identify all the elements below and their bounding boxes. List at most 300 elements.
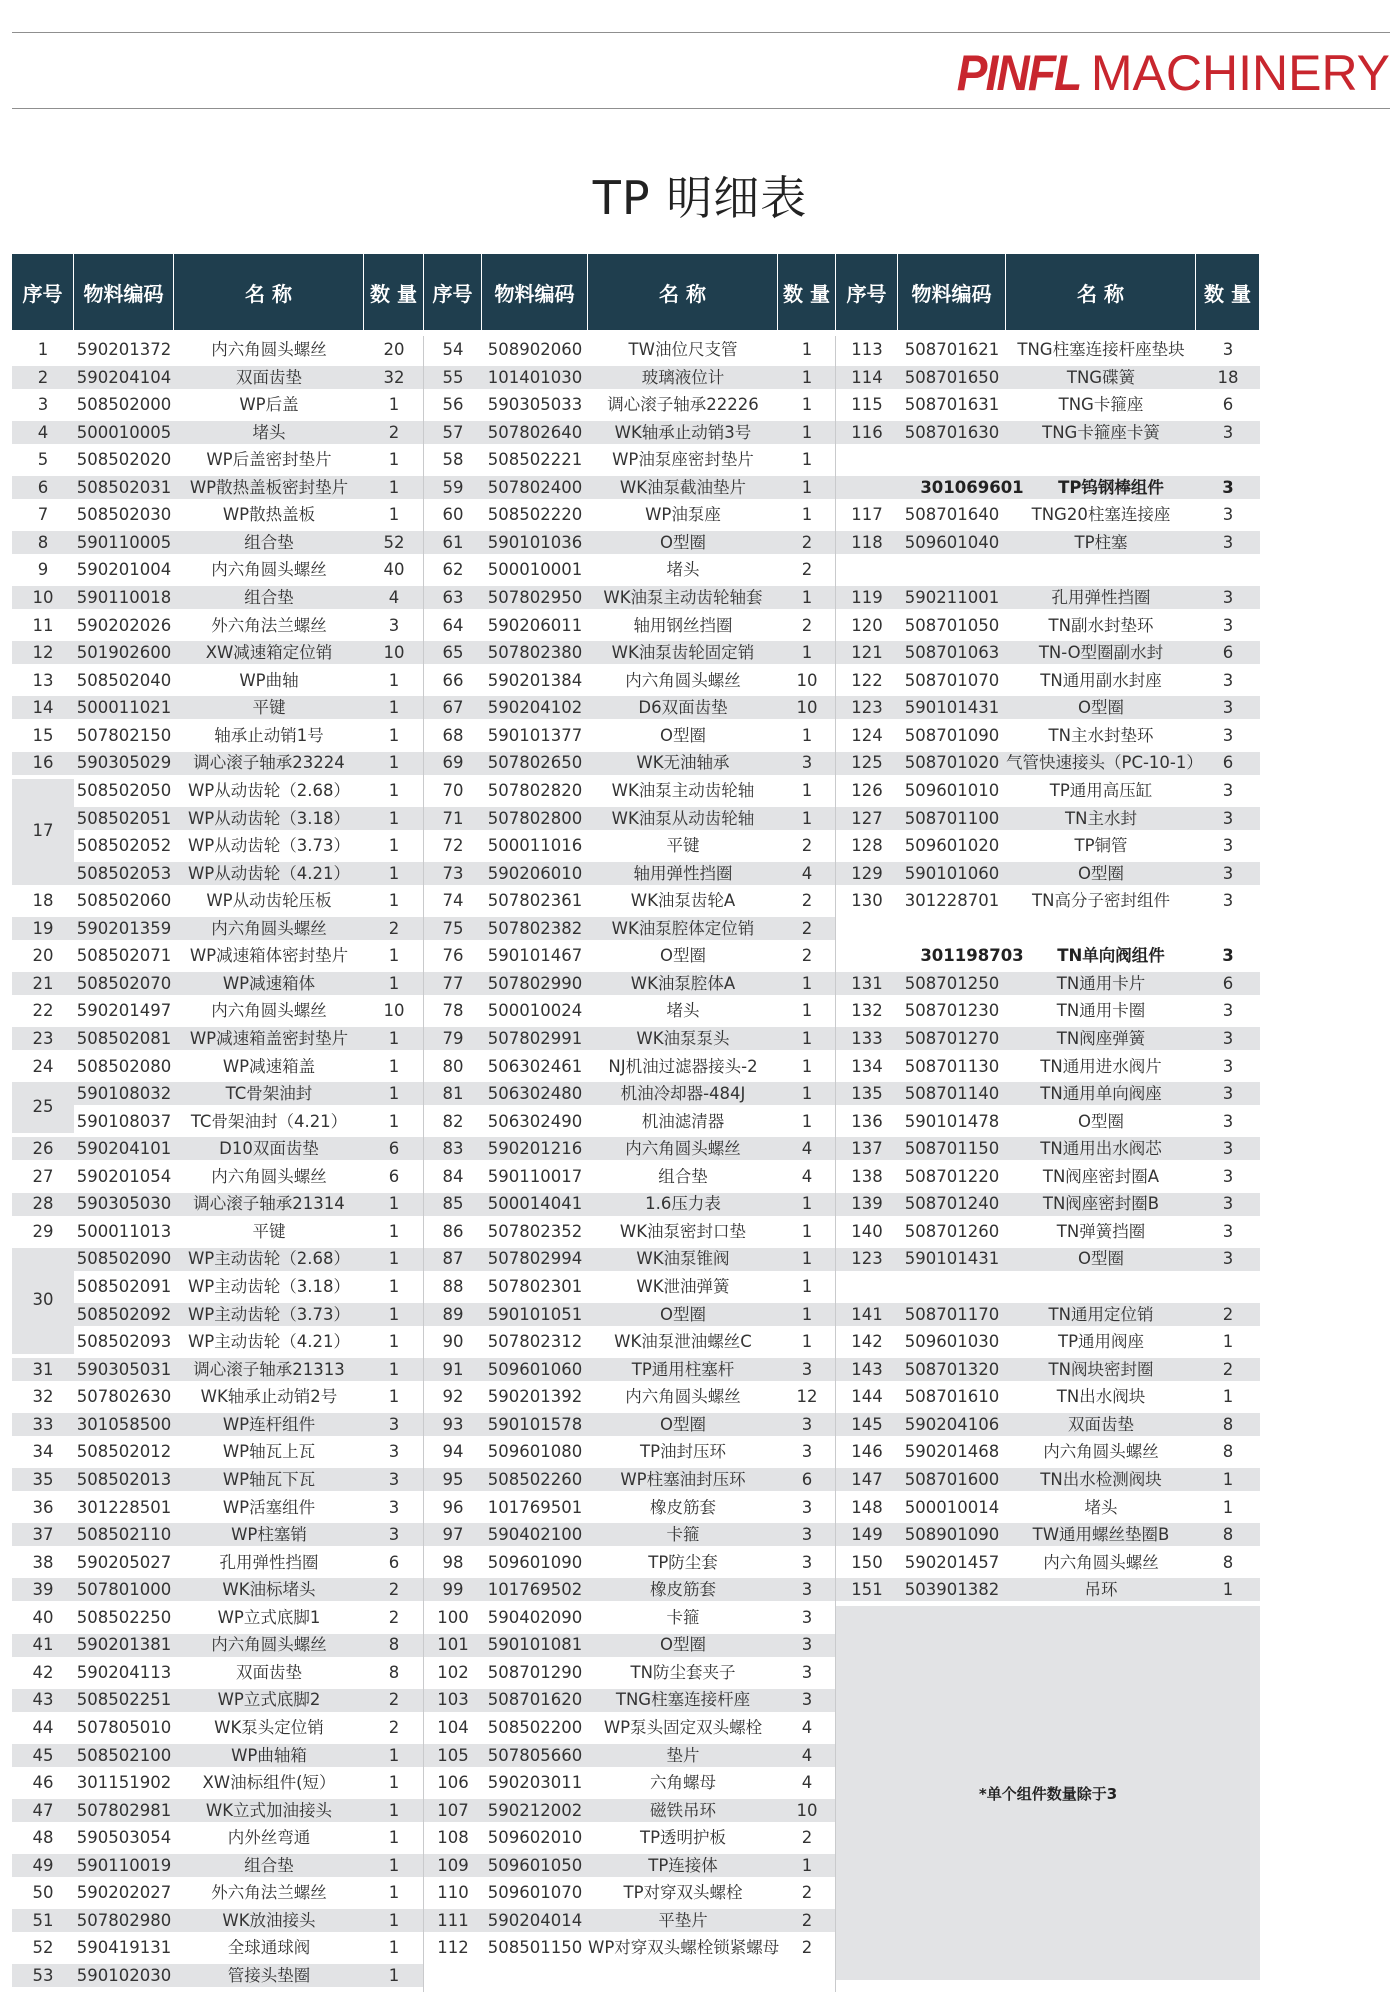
table-cell: 双面齿垫 — [236, 1662, 302, 1682]
table-cell: WK油泵泄油螺丝C — [614, 1332, 752, 1352]
table-cell: 调心滚子轴承22226 — [607, 395, 759, 415]
table-cell: 500011013 — [76, 1221, 172, 1241]
brand-logo — [946, 45, 1390, 101]
table-cell: 506302480 — [487, 1084, 583, 1104]
table-cell: WK无油轴承 — [636, 753, 730, 773]
table-cell: 孔用弹性挡圈 — [219, 1552, 319, 1572]
table-cell: WK油泵密封口垫 — [619, 1221, 747, 1241]
table-cell: TN弹簧挡圈 — [1056, 1221, 1146, 1241]
table-cell: 22 — [32, 1001, 54, 1021]
table-cell: 6 — [1222, 973, 1234, 993]
table-cell: 113 — [851, 340, 883, 359]
table-cell: 1 — [388, 1387, 400, 1407]
table-cell: 41 — [32, 1635, 54, 1655]
table-cell: 508502000 — [76, 395, 172, 415]
table-cell: 508701600 — [904, 1469, 1000, 1489]
table-cell: XW减速箱定位销 — [205, 643, 333, 663]
table-cell: 2 — [388, 422, 400, 442]
table-cell — [898, 446, 1006, 474]
table-cell: 组合垫 — [244, 588, 294, 608]
table-cell: 508502220 — [487, 505, 583, 525]
table-cell: 66 — [442, 670, 464, 690]
table-cell: 508502020 — [76, 450, 172, 470]
table-cell: 131 — [851, 973, 883, 993]
table-header-cell: 数 量 — [778, 254, 836, 330]
table-cell: 500014041 — [487, 1194, 583, 1214]
table-cell: 500011016 — [487, 836, 583, 856]
table-cell — [588, 1962, 778, 1990]
table-cell: 1 — [388, 725, 400, 745]
table-cell: 垫片 — [666, 1745, 700, 1765]
table-cell: 8 — [37, 532, 49, 552]
table-cell: 9 — [37, 560, 49, 580]
table-cell: 3 — [801, 1580, 813, 1600]
table-cell: 3 — [1222, 698, 1234, 718]
table-cell: 1 — [1222, 1497, 1234, 1517]
table-cell: 内六角圆头螺丝 — [1043, 1552, 1159, 1572]
table-cell: 3 — [1222, 1001, 1234, 1021]
table-cell: WP从动齿轮（4.21） — [187, 863, 350, 883]
table-cell: 62 — [442, 560, 464, 580]
table-cell: 80 — [442, 1056, 464, 1076]
table-cell: 3 — [1222, 532, 1234, 552]
table-cell: 2 — [37, 367, 49, 387]
table-cell: 73 — [442, 863, 464, 883]
table-cell: 37 — [32, 1525, 54, 1545]
table-cell: 橡皮筋套 — [650, 1580, 716, 1600]
table-cell: TN通用进水阀片 — [1040, 1056, 1162, 1076]
table-cell: 508701290 — [487, 1662, 583, 1682]
table-cell: 507802820 — [487, 780, 583, 800]
table-cell: 590201054 — [76, 1166, 172, 1186]
table-cell: 60 — [442, 505, 464, 525]
table-cell: 3 — [801, 753, 813, 773]
table-cell: 3 — [1222, 780, 1234, 800]
table-header-cell: 序号 — [12, 254, 74, 330]
table-cell: 508701260 — [904, 1221, 1000, 1241]
table-cell: 508502080 — [76, 1056, 172, 1076]
table-header-cell: 名 称 — [1006, 254, 1196, 330]
table-cell: 3 — [1222, 863, 1234, 883]
table-cell: 507802981 — [76, 1800, 172, 1820]
table-cell: 2 — [801, 891, 813, 911]
table-cell: WK放油接头 — [222, 1910, 316, 1930]
table-cell: WP主动齿轮（4.21） — [187, 1332, 350, 1352]
table-cell: 1 — [1222, 1469, 1234, 1489]
table-cell: 13 — [32, 670, 54, 690]
table-cell: 508502060 — [76, 891, 172, 911]
table-cell: 590201497 — [76, 1001, 172, 1021]
table-cell: 8 — [388, 1635, 400, 1655]
table-cell: 590202026 — [76, 615, 172, 635]
table-cell: TN通用卡圈 — [1056, 1001, 1146, 1021]
table-cell: 508701270 — [904, 1029, 1000, 1048]
table-cell: 590204113 — [76, 1662, 172, 1682]
table-cell: WP后盖密封垫片 — [206, 450, 332, 470]
table-cell: 590402090 — [487, 1607, 583, 1627]
table-cell: 1 — [801, 505, 813, 525]
table-cell: 卡箍 — [666, 1607, 700, 1627]
table-cell: 508502053 — [76, 863, 172, 883]
table-cell: 磁铁吊环 — [650, 1800, 716, 1820]
table-cell: 3 — [1222, 725, 1234, 745]
block-separator — [835, 336, 836, 1992]
table-cell: 507802950 — [487, 588, 583, 608]
table-cell: 1 — [388, 753, 400, 773]
table-cell: 3 — [37, 395, 49, 415]
table-cell: 127 — [851, 808, 883, 828]
table-cell: 508502260 — [487, 1469, 583, 1489]
table-cell — [1006, 915, 1196, 943]
table-cell: 508502250 — [76, 1607, 172, 1627]
table-cell: 1 — [801, 725, 813, 745]
table-cell: 1 — [801, 477, 813, 497]
table-cell: 管接头垫圈 — [227, 1966, 311, 1986]
table-cell: WK油标堵头 — [222, 1580, 316, 1600]
table-cell: 507805010 — [76, 1718, 172, 1737]
table-cell: 590305033 — [487, 395, 583, 415]
table-cell: WK油泵腔体A — [630, 973, 736, 993]
table-cell: 590202027 — [76, 1883, 172, 1903]
table-cell: 590204104 — [76, 367, 172, 387]
table-header-cell: 数 量 — [364, 254, 424, 330]
table-cell: 508502013 — [76, 1469, 172, 1489]
table-cell: WK轴承止动销2号 — [200, 1387, 338, 1407]
table-cell: 19 — [32, 918, 54, 938]
table-cell: 507805660 — [487, 1745, 583, 1765]
table-cell: 5 — [37, 450, 49, 470]
table-cell: WP减速箱体 — [222, 973, 316, 993]
table-cell: 平垫片 — [658, 1910, 708, 1930]
table-cell: 590201004 — [76, 560, 172, 580]
table-cell: O型圈 — [660, 1414, 706, 1434]
table-cell: 104 — [437, 1718, 469, 1737]
table-cell: 146 — [851, 1442, 883, 1462]
table-cell: 507802980 — [76, 1910, 172, 1930]
table-cell: TNG20柱塞连接座 — [1031, 505, 1171, 525]
table-cell: O型圈 — [660, 946, 706, 966]
table-cell: 20 — [383, 340, 405, 359]
table-cell: 301151902 — [76, 1773, 172, 1793]
table-cell: 内六角圆头螺丝 — [211, 918, 327, 938]
table-cell: 6 — [388, 1139, 400, 1159]
table-cell: 1 — [388, 1084, 400, 1104]
table-cell: WP油泵座密封垫片 — [612, 450, 754, 470]
table-cell: 98 — [442, 1552, 464, 1572]
table-cell: 双面齿垫 — [1068, 1414, 1134, 1434]
table-cell: 132 — [851, 1001, 883, 1021]
table-cell: 64 — [442, 615, 464, 635]
table-cell: TN阀座密封圈A — [1042, 1166, 1160, 1186]
table-cell: 85 — [442, 1194, 464, 1214]
table-cell: 6 — [1222, 753, 1234, 773]
table-cell: 590201392 — [487, 1387, 583, 1407]
table-cell: WK油泵齿轮固定销 — [611, 643, 755, 663]
table-cell: TP油封压环 — [639, 1442, 727, 1462]
table-cell: 调心滚子轴承21313 — [193, 1359, 345, 1379]
table-cell: 3 — [1222, 1056, 1234, 1076]
table-cell: 501902600 — [76, 643, 172, 663]
table-cell — [836, 942, 898, 970]
table-cell: 1 — [801, 1855, 813, 1875]
table-cell: O型圈 — [660, 532, 706, 552]
table-cell: TN出水阀块 — [1056, 1387, 1146, 1407]
table-cell: 590101036 — [487, 532, 583, 552]
table-cell: 590110019 — [76, 1855, 172, 1875]
table-cell: 内外丝弯通 — [227, 1828, 311, 1848]
table-cell: 双面齿垫 — [236, 367, 302, 387]
table-cell: 507802990 — [487, 973, 583, 993]
table-header-cell: 数 量 — [1196, 254, 1260, 330]
table-cell: 1 — [801, 1277, 813, 1297]
table-cell: TP柱塞 — [1074, 532, 1128, 552]
table-cell: 3 — [1222, 808, 1234, 828]
table-cell: 148 — [851, 1497, 883, 1517]
table-cell: 1 — [388, 505, 400, 525]
table-cell: 3 — [1222, 946, 1234, 966]
table-cell: 121 — [851, 643, 883, 663]
table-cell: 外六角法兰螺丝 — [211, 615, 327, 635]
table-cell: 507802301 — [487, 1277, 583, 1297]
table-cell: 1 — [388, 1359, 400, 1379]
table-cell: 3 — [1222, 1249, 1234, 1269]
table-cell — [482, 1962, 588, 1990]
table-cell: 590101478 — [904, 1111, 1000, 1131]
table-cell: WP对穿双头螺栓锁紧螺母 — [588, 1938, 780, 1958]
table-cell: 52 — [32, 1938, 54, 1958]
table-cell: 堵头 — [252, 422, 286, 442]
table-cell: 508502071 — [76, 946, 172, 966]
table-cell: 79 — [442, 1029, 464, 1048]
table-cell: 69 — [442, 753, 464, 773]
table-cell: 3 — [388, 1525, 400, 1545]
table-cell: 133 — [851, 1029, 883, 1048]
table-cell: 500010024 — [487, 1001, 583, 1021]
table-cell: 44 — [32, 1718, 54, 1737]
table-cell: 147 — [851, 1469, 883, 1489]
table-cell: 97 — [442, 1525, 464, 1545]
table-cell: 507802382 — [487, 918, 583, 938]
table-cell: WP减速箱盖密封垫片 — [189, 1029, 349, 1048]
table-cell: 507802352 — [487, 1221, 583, 1241]
merged-seq-number: 25 — [32, 1096, 54, 1116]
table-cell: 90 — [442, 1332, 464, 1352]
table-cell: 88 — [442, 1277, 464, 1297]
table-cell: 508701130 — [904, 1056, 1000, 1076]
table-cell: 1 — [388, 836, 400, 856]
table-cell: WP主动齿轮（2.68） — [187, 1249, 350, 1269]
table-cell: 105 — [437, 1745, 469, 1765]
table-cell: 2 — [388, 918, 400, 938]
table-cell: 4 — [801, 1139, 813, 1159]
table-cell: 508701621 — [904, 340, 1000, 359]
table-cell: 130 — [851, 891, 883, 911]
table-cell: 1 — [388, 1883, 400, 1903]
table-cell: 590205027 — [76, 1552, 172, 1572]
table-cell: 590503054 — [76, 1828, 172, 1848]
table-cell: 机油冷却器-484J — [620, 1084, 746, 1104]
table-cell: 2 — [801, 918, 813, 938]
table-cell: 54 — [442, 340, 464, 359]
table-cell: 3 — [801, 1552, 813, 1572]
table-cell: TN通用卡片 — [1056, 973, 1146, 993]
table-cell: 内六角圆头螺丝 — [625, 1387, 741, 1407]
table-cell: 外六角法兰螺丝 — [211, 1883, 327, 1903]
table-cell: 32 — [383, 367, 405, 387]
table-cell: 53 — [32, 1966, 54, 1986]
table-cell: 500011021 — [76, 698, 172, 718]
table-cell: 1 — [388, 1029, 400, 1048]
table-cell: 6 — [37, 477, 49, 497]
table-cell: 1 — [388, 1966, 400, 1986]
table-cell: 508701140 — [904, 1084, 1000, 1104]
table-cell: 1 — [388, 1910, 400, 1930]
table-cell: 590101060 — [904, 863, 1000, 883]
table-cell: 孔用弹性挡圈 — [1051, 588, 1151, 608]
table-cell: 503901382 — [904, 1580, 1000, 1600]
table-cell: 508502090 — [76, 1249, 172, 1269]
table-cell: 56 — [442, 395, 464, 415]
table-cell: 4 — [801, 863, 813, 883]
table-cell: WP泵头固定双头螺栓 — [603, 1718, 763, 1737]
table-cell: 3 — [1222, 588, 1234, 608]
table-cell: TNG卡箍座卡簧 — [1042, 422, 1160, 442]
table-cell: 2 — [801, 946, 813, 966]
table-cell: 4 — [801, 1166, 813, 1186]
table-cell — [836, 474, 898, 502]
table-cell: 1 — [388, 891, 400, 911]
table-cell: 3 — [388, 615, 400, 635]
table-cell: 3 — [388, 1469, 400, 1489]
table-cell: 507802800 — [487, 808, 583, 828]
table-cell: 509601070 — [487, 1883, 583, 1903]
table-cell: 590101467 — [487, 946, 583, 966]
table-cell: 48 — [32, 1828, 54, 1848]
table-cell: 3 — [801, 1662, 813, 1682]
table-cell: 590212002 — [487, 1800, 583, 1820]
table-cell: 3 — [1222, 340, 1234, 359]
table-cell: 3 — [801, 1525, 813, 1545]
table-cell: 101769502 — [487, 1580, 583, 1600]
parts-table — [12, 254, 1390, 2000]
table-cell: 590110018 — [76, 588, 172, 608]
table-cell: WK油泵主动齿轮轴套 — [603, 588, 763, 608]
table-cell: 1 — [801, 1194, 813, 1214]
table-cell: 8 — [388, 1662, 400, 1682]
table-cell: 1 — [388, 1304, 400, 1324]
table-cell: 40 — [32, 1607, 54, 1627]
table-cell: 117 — [851, 505, 883, 525]
merged-seq-number: 17 — [32, 821, 54, 841]
table-cell: 82 — [442, 1111, 464, 1131]
table-cell: 139 — [851, 1194, 883, 1214]
brand-logo-mark: PINFL — [957, 45, 1081, 101]
table-header-cell: 名 称 — [588, 254, 778, 330]
table-cell: WP曲轴 — [239, 670, 299, 690]
table-cell: 508502093 — [76, 1332, 172, 1352]
table-cell: 84 — [442, 1166, 464, 1186]
table-cell: 3 — [1222, 836, 1234, 856]
table-cell: 20 — [32, 946, 54, 966]
table-cell: 2 — [801, 1910, 813, 1930]
table-cell: 102 — [437, 1662, 469, 1682]
table-cell: 2 — [801, 1938, 813, 1958]
table-cell — [1196, 915, 1260, 943]
table-cell: 99 — [442, 1580, 464, 1600]
table-cell: 129 — [851, 863, 883, 883]
table-cell: 91 — [442, 1359, 464, 1379]
table-cell: 126 — [851, 780, 883, 800]
table-cell: 109 — [437, 1855, 469, 1875]
table-cell: 63 — [442, 588, 464, 608]
table-cell: WP轴瓦下瓦 — [222, 1469, 316, 1489]
table-cell: 10 — [383, 1001, 405, 1021]
table-cell: 116 — [851, 422, 883, 442]
table-cell: 内六角圆头螺丝 — [211, 1635, 327, 1655]
table-cell: TW油位尺支管 — [628, 340, 738, 359]
table-cell: 52 — [383, 532, 405, 552]
table-cell: 2 — [801, 1828, 813, 1848]
table-cell: 3 — [1222, 1166, 1234, 1186]
table-cell: WK油泵齿轮A — [630, 891, 736, 911]
table-cell: O型圈 — [660, 1635, 706, 1655]
table-cell: 508502251 — [76, 1690, 172, 1710]
table-cell: 3 — [801, 1690, 813, 1710]
table-cell: 509601020 — [904, 836, 1000, 856]
table-cell: 1 — [1222, 1332, 1234, 1352]
table-cell: 508502100 — [76, 1745, 172, 1765]
table-cell: 1 — [801, 1332, 813, 1352]
table-cell: 55 — [442, 367, 464, 387]
table-cell — [424, 1962, 482, 1990]
table-cell: 2 — [388, 1690, 400, 1710]
table-cell: 75 — [442, 918, 464, 938]
table-cell: WK油泵腔体定位销 — [611, 918, 755, 938]
table-cell: 8 — [1222, 1552, 1234, 1572]
table-cell: 590201468 — [904, 1442, 1000, 1462]
table-cell: 108 — [437, 1828, 469, 1848]
table-cell: 590201381 — [76, 1635, 172, 1655]
table-cell: 508502012 — [76, 1442, 172, 1462]
table-cell: WP连杆组件 — [222, 1414, 316, 1434]
table-cell: WP主动齿轮（3.18） — [187, 1277, 350, 1297]
table-cell: 1 — [801, 340, 813, 359]
table-cell: WP减速箱体密封垫片 — [189, 946, 349, 966]
table-cell: 301228501 — [76, 1497, 172, 1517]
table-cell — [1196, 556, 1260, 584]
table-cell: 调心滚子轴承21314 — [193, 1194, 345, 1214]
table-cell: 1 — [388, 477, 400, 497]
table-cell: 3 — [1222, 615, 1234, 635]
block-separator — [423, 336, 424, 1992]
table-cell: 轴承止动销1号 — [214, 725, 324, 745]
table-cell — [898, 915, 1006, 943]
table-cell: 6 — [1222, 643, 1234, 663]
table-cell — [1196, 1273, 1260, 1301]
table-cell: 149 — [851, 1525, 883, 1545]
table-cell: 1 — [801, 588, 813, 608]
table-cell: 1 — [388, 973, 400, 993]
table-cell: 65 — [442, 643, 464, 663]
table-cell: 301228701 — [904, 891, 1000, 911]
table-cell: WK油泵从动齿轮轴 — [611, 808, 755, 828]
brand-wordmark: MACHINERY — [1090, 45, 1390, 101]
table-cell: 全球通球阀 — [227, 1938, 311, 1958]
table-cell: 509601010 — [904, 780, 1000, 800]
table-cell: 46 — [32, 1773, 54, 1793]
table-cell: 58 — [442, 450, 464, 470]
table-cell: 590101578 — [487, 1414, 583, 1434]
